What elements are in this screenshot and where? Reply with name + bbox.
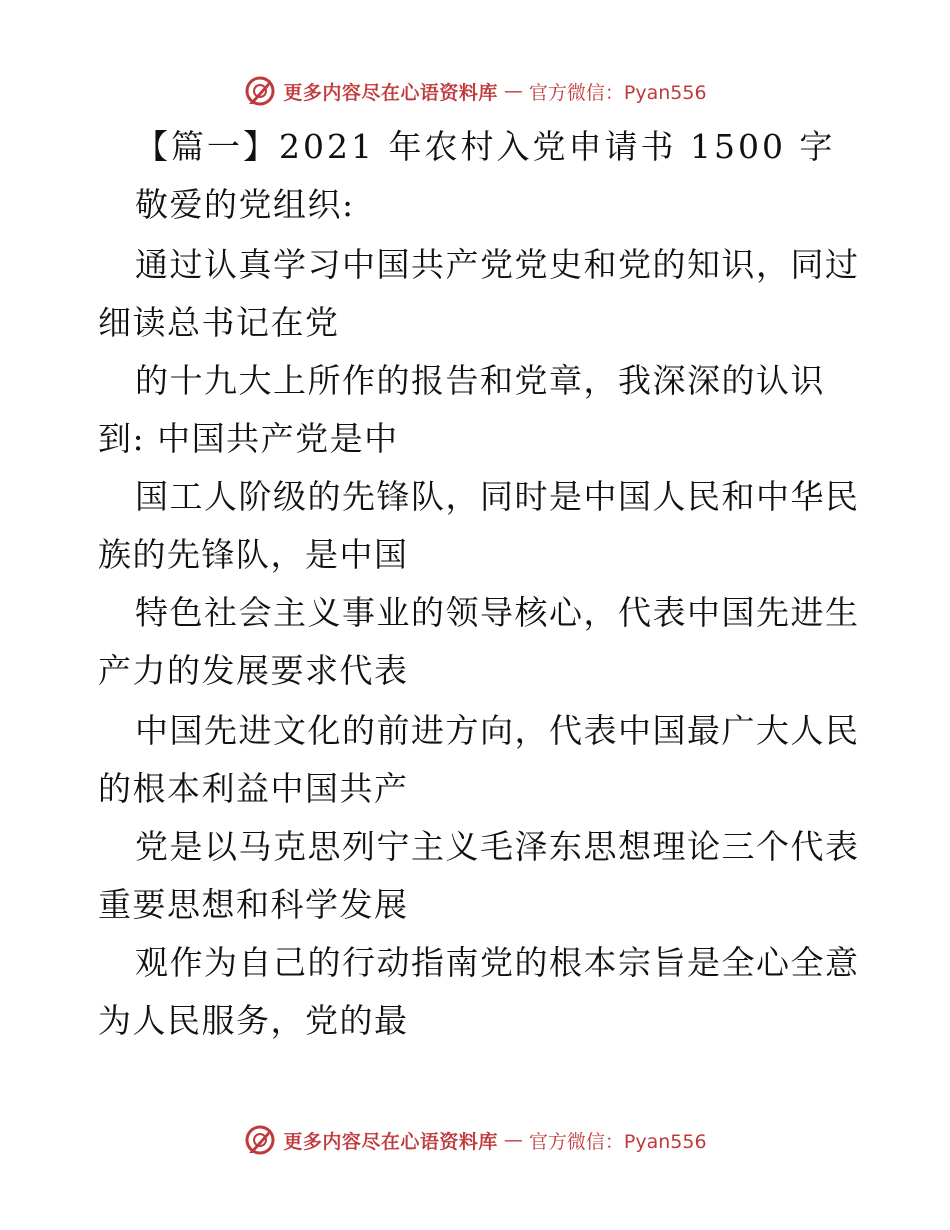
paragraph-line: 到: 中国共产党是中 — [98, 419, 399, 458]
paragraph-line: 特色社会主义事业的领导核心，代表中国先进生 — [135, 593, 860, 632]
header-brand-text: 更多内容尽在心语资料库 — [283, 81, 498, 104]
footer-separator: — — [503, 1129, 523, 1151]
footer-contact: 官方微信：Pyan556 — [528, 1130, 707, 1153]
paragraph-line: 族的先锋队，是中国 — [98, 535, 409, 574]
paragraph-line: 通过认真学习中国共产党党史和党的知识，同过 — [135, 245, 860, 284]
paragraph-line: 国工人阶级的先锋队，同时是中国人民和中华民 — [135, 477, 860, 516]
paragraph-line: 党是以马克思列宁主义毛泽东思想理论三个代表 — [135, 827, 860, 866]
paragraph-line: 重要思想和科学发展 — [98, 885, 409, 924]
paragraph-line: 中国先进文化的前进方向，代表中国最广大人民 — [135, 711, 860, 750]
paragraph-line: 的根本利益中国共产 — [98, 769, 409, 808]
footer-brand-text: 更多内容尽在心语资料库 — [283, 1130, 498, 1153]
quill-logo-icon — [243, 1123, 277, 1157]
document-title: 【篇一】2021 年农村入党申请书 1500 字 — [135, 127, 836, 166]
paragraph-line: 细读总书记在党 — [98, 303, 340, 342]
quill-logo-icon — [243, 74, 277, 108]
paragraph-line: 产力的发展要求代表 — [98, 651, 409, 690]
salutation: 敬爱的党组织: — [135, 185, 355, 224]
paragraph-line: 的十九大上所作的报告和党章，我深深的认识 — [135, 361, 825, 400]
header-watermark — [0, 71, 950, 111]
header-separator: — — [503, 80, 523, 102]
header-contact: 官方微信：Pyan556 — [528, 81, 707, 104]
footer-watermark — [0, 1120, 950, 1160]
paragraph-line: 观作为自己的行动指南党的根本宗旨是全心全意 — [135, 943, 860, 982]
paragraph-line: 为人民服务，党的最 — [98, 1001, 409, 1040]
